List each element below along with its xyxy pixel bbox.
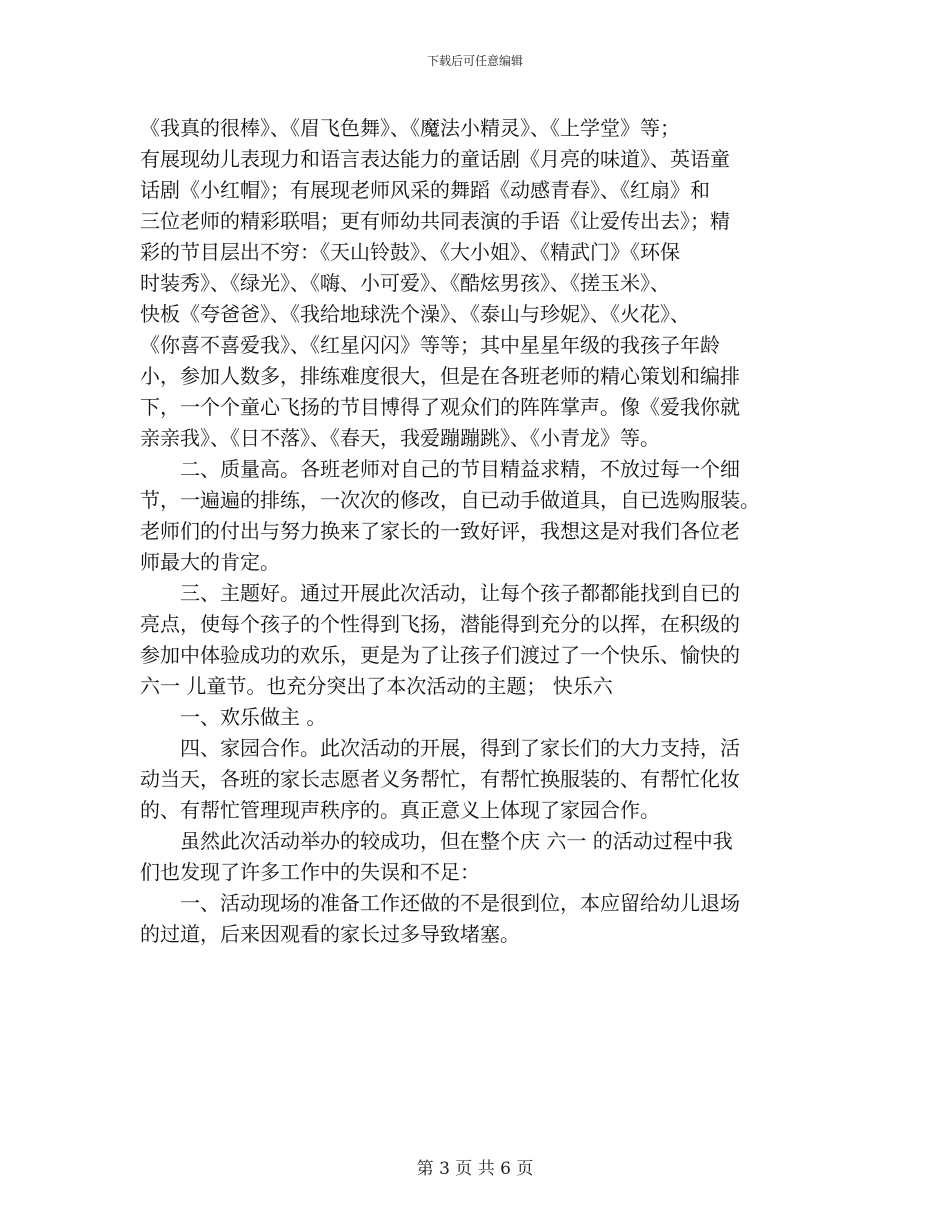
paragraph-shortcomings-line: 虽然此次活动举办的较成功，但在整个庆 六一 的活动过程中我 [140,829,733,853]
text-line: 下，一个个童心飞扬的节目博得了观众们的阵阵掌声。像《爱我你就 [140,395,740,419]
page-number: 第 3 页 共 6 页 [416,1159,534,1179]
paragraph-cooperation-line: 四、家园合作。此次活动的开展，得到了家长们的大力支持，活 [140,736,740,760]
text-line: 们也发现了许多工作中的失误和不足： [140,860,480,884]
text-line: 一、欢乐做主 。 [140,705,327,729]
text-line: 参加中体验成功的欢乐，更是为了让孩子们渡过了一个快乐、愉快的 [140,643,740,667]
text-line: 三位老师的精彩联唱；更有师幼共同表演的手语《让爱传出去》；精 [140,209,730,233]
page-header-note: 下载后可任意编辑 [426,54,523,68]
text-line: 六一 儿童节。也充分突出了本次活动的主题； 快乐六 [140,674,613,698]
text-line: 亲亲我》、《日不落》、《春天，我爱蹦蹦跳》、《小青龙》等。 [140,426,660,450]
text-line: 《你喜不喜爱我》、《红星闪闪》等等；其中星星年级的我孩子年龄 [140,333,720,357]
paragraph-theme-line: 三、主题好。通过开展此次活动，让每个孩子都都能找到自已的 [140,581,740,605]
text-line: 快板《夸爸爸》、《我给地球洗个澡》、《泰山与珍妮》、《火花》、 [140,302,690,326]
document-body [140,113,820,950]
text-line: 的过道，后来因观看的家长过多导致堵塞。 [140,922,520,946]
paragraph-preparation-line: 一、活动现场的准备工作还做的不是很到位，本应留给幼儿退场 [140,891,740,915]
text-line: 话剧《小红帽》；有展现老师风采的舞蹈《动感青春》、《红扇》和 [140,178,710,202]
paragraph-quality-line: 二、质量高。各班老师对自己的节目精益求精，不放过每一个细 [140,457,740,481]
text-line: 动当天，各班的家长志愿者义务帮忙，有帮忙换服装的、有帮忙化妆 [140,767,740,791]
text-line: 时装秀》、《绿光》、《嗨、小可爱》、《酷炫男孩》、《搓玉米》、 [140,271,670,295]
text-line: 《我真的很棒》、《眉飞色舞》、《魔法小精灵》、《上学堂》等； [140,116,680,140]
text-line: 老师们的付出与努力换来了家长的一致好评，我想这是对我们各位老 [140,519,740,543]
text-line: 有展现幼儿表现力和语言表达能力的童话剧《月亮的味道》、英语童 [140,147,730,171]
text-line: 师最大的肯定。 [140,550,280,574]
text-line: 彩的节目层出不穷：《天山铃鼓》、《大小姐》、《精武门》《环保 [140,240,680,264]
text-line: 亮点，使每个孩子的个性得到飞扬，潜能得到充分的以挥，在积级的 [140,612,740,636]
text-line: 小，参加人数多，排练难度很大，但是在各班老师的精心策划和编排 [140,364,740,388]
text-line: 的、有帮忙管理现声秩序的。真正意义上体现了家园合作。 [140,798,660,822]
text-line: 节，一遍遍的排练，一次次的修改，自已动手做道具，自已选购服装。 [140,488,760,512]
